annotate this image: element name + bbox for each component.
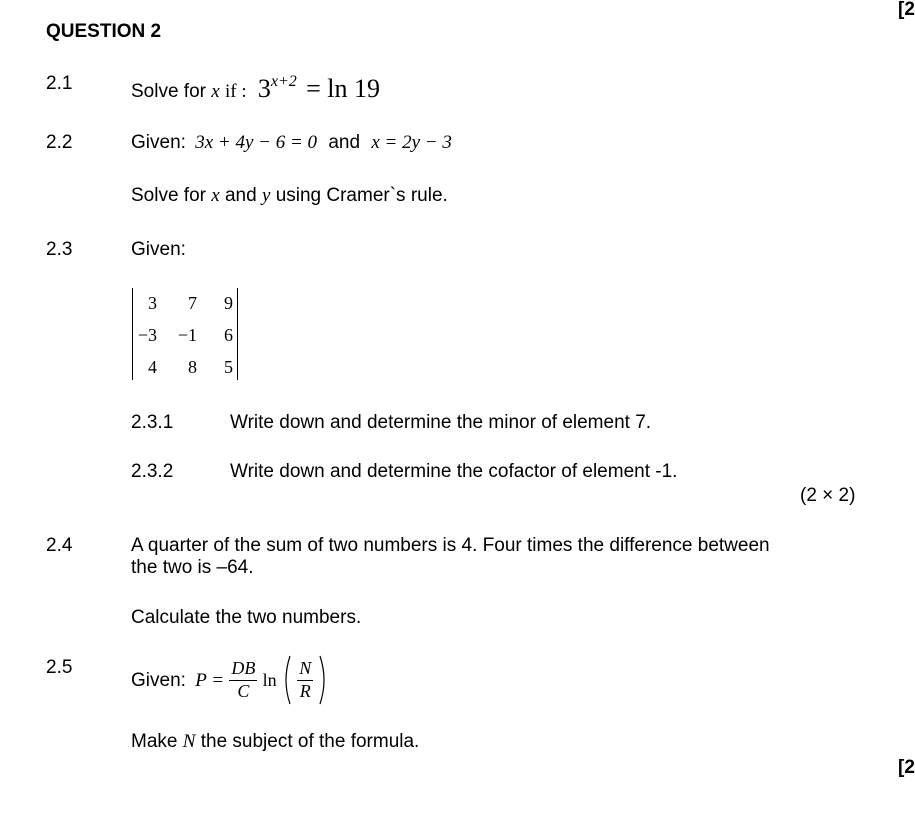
q25-instr-prefix: Make (131, 731, 178, 752)
q23-number: 2.3 (46, 239, 73, 260)
matrix-cell: 6 (224, 325, 233, 345)
q25-inner-num: N (297, 659, 313, 681)
q24-instruction: Calculate the two numbers. (131, 607, 362, 628)
q22-and: and (328, 132, 361, 153)
q25-inner-fraction (297, 659, 313, 702)
q24-text-line2: the two is –64. (131, 557, 254, 578)
q21-mid: if : (224, 81, 247, 102)
q231-number: 2.3.1 (131, 412, 174, 433)
q21-base: 3 (257, 74, 271, 103)
q232-number: 2.3.2 (131, 461, 174, 482)
q231-text: Write down and determine the minor of element 7. (230, 412, 652, 433)
q25-number: 2.5 (46, 657, 73, 678)
q232-text: Write down and determine the cofactor of element -1. (230, 461, 678, 482)
q22-number: 2.2 (46, 132, 73, 153)
q24-text-line1: A quarter of the sum of two numbers is 4. Four times the difference between (131, 535, 770, 556)
corner-mark-bottom: [2 (898, 757, 915, 778)
right-paren-icon (318, 654, 328, 706)
q25-inner-den: R (299, 680, 311, 701)
q25-fraction (229, 659, 257, 702)
q21-prefix: Solve for (131, 81, 206, 102)
q22-instr-prefix: Solve for (131, 185, 206, 206)
q23-given: Given: (131, 239, 186, 260)
q25-instruction (131, 732, 419, 751)
q22-y: y (261, 185, 271, 206)
matrix-cell: −3 (137, 325, 157, 345)
q22-eq2: x = 2y − 3 (371, 132, 452, 153)
q22-instr-suffix: using Cramer`s rule. (275, 185, 448, 206)
corner-mark-top: [2 (898, 0, 915, 20)
matrix-cell: 3 (148, 293, 157, 313)
q22-x: x (211, 185, 220, 206)
q21-exponent: x+2 (270, 72, 297, 90)
q21-number: 2.1 (46, 73, 73, 94)
q25-instr-suffix: the subject of the formula. (200, 731, 420, 752)
q25-ln: ln (262, 670, 277, 690)
q22-line (131, 133, 452, 152)
q21-line (131, 72, 380, 103)
q23-marks: (2 × 2) (800, 485, 856, 506)
matrix-cell: 8 (188, 357, 197, 377)
q25-var: N (182, 731, 196, 752)
question-title: QUESTION 2 (46, 21, 162, 42)
q25-given: Given: (131, 669, 186, 691)
q25-formula (131, 654, 328, 706)
q22-instr-and: and (224, 185, 257, 206)
q25-frac-den: C (237, 680, 250, 701)
q21-rhs: = ln 19 (306, 74, 380, 103)
q24-number: 2.4 (46, 535, 73, 556)
matrix-cell: 7 (188, 293, 197, 313)
q22-given: Given: (131, 132, 186, 153)
matrix-cell: 4 (148, 357, 157, 377)
determinant (132, 288, 238, 380)
q21-var: x (211, 81, 220, 102)
q22-eq1: 3x + 4y − 6 = 0 (195, 132, 318, 153)
q25-lhs: P = (195, 669, 225, 691)
q25-frac-num: DB (229, 659, 257, 681)
matrix-cell: 5 (224, 357, 233, 377)
q22-instruction (131, 186, 448, 205)
left-paren-icon (282, 654, 292, 706)
matrix-cell: 9 (224, 293, 233, 313)
matrix-cell: −1 (177, 325, 197, 345)
